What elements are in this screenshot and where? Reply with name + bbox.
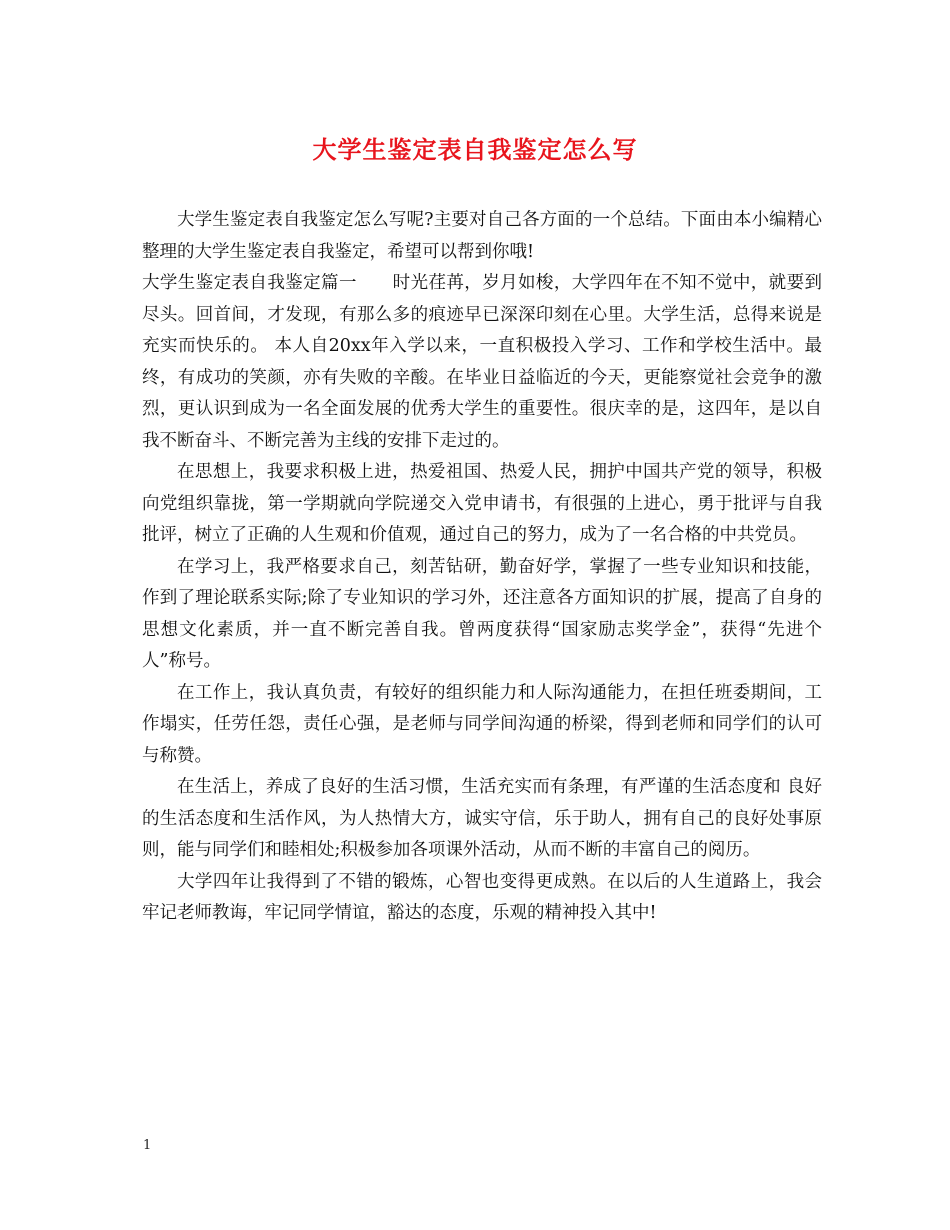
- paragraph-study: 在学习上，我严格要求自己，刻苦钻研，勤奋好学，掌握了一些专业知识和技能，作到了理论联系实际;除了专业知识的学习外，还注意各方面知识的扩展，提高了自身的思想文化素质，并一直不断完善自我。曾两度获得“国家励志奖学金”，获得“先进个人”称号。: [142, 556, 822, 671]
- document-body: [142, 205, 822, 930]
- paragraph-ideology: 在思想上，我要求积极上进，热爱祖国、热爱人民，拥护中国共产党的领导，积极向党组织靠拢，第一学期就向学院递交入党申请书，有很强的上进心，勇于批评与自我批评，树立了正确的人生观和价值观，通过自己的努力，成为了一名合格的中共党员。: [142, 462, 822, 545]
- paragraph-conclusion: 大学四年让我得到了不错的锻炼，心智也变得更成熟。在以后的人生道路上，我会牢记老师教诲，牢记同学情谊，豁达的态度，乐观的精神投入其中!: [142, 871, 822, 923]
- paragraph-life: 在生活上，养成了良好的生活习惯，生活充实而有条理，有严谨的生活态度和 良好的生活态度和生活作风，为人热情大方，诚实守信，乐于助人，拥有自己的良好处事原则，能与同学们和睦相处;积极参加各项课外活动，从而不断的丰富自己的阅历。: [142, 777, 822, 860]
- page-number: 1: [143, 1138, 152, 1153]
- paragraph-work: 在工作上，我认真负责，有较好的组织能力和人际沟通能力，在担任班委期间，工作塌实，任劳任怨，责任心强，是老师与同学间沟通的桥梁，得到老师和同学们的认可与称赞。: [142, 682, 822, 766]
- section-1-paragraph: 大学生鉴定表自我鉴定篇一 时光荏苒，岁月如梭，大学四年在不知不觉中，就要到尽头。回首间，才发现，有那么多的痕迹早已深深印刻在心里。大学生活，总得来说是充实而快乐的。 本人自20xx年入学以来，一直积极投入学习、工作和学校生活中。最终，有成功的笑颜，亦有失败的辛酸。在毕业日益临近的今天，更能察觉社会竞争的激烈，更认识到成为一名全面发展的优秀大学生的重要性。很庆幸的是，这四年，是以自我不断奋斗、不断完善为主线的安排下走过的。: [142, 273, 822, 451]
- intro-paragraph: 大学生鉴定表自我鉴定怎么写呢?主要对自己各方面的一个总结。下面由本小编精心整理的大学生鉴定表自我鉴定，希望可以帮到你哦!: [142, 210, 822, 262]
- document-title: 大学生鉴定表自我鉴定怎么写: [312, 135, 638, 164]
